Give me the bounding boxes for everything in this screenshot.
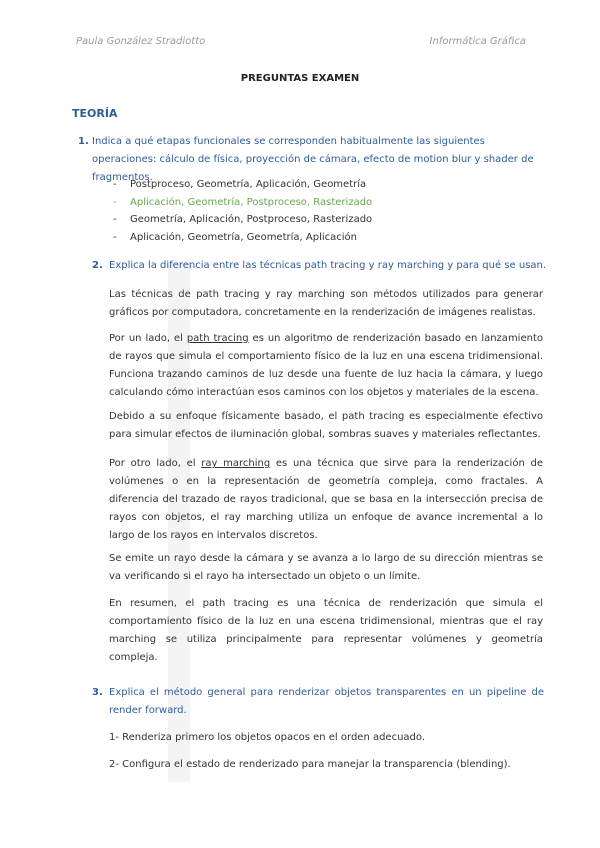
option-2-correct: - Aplicación, Geometría, Postproceso, Rasterizado (113, 194, 372, 212)
option-3: - Geometría, Aplicación, Postproceso, Rasterizado (113, 211, 372, 229)
question-2-text: Explica la diferencia entre las técnicas path tracing y ray marching y para qué se usan. (109, 260, 547, 271)
term-path-tracing: path tracing (186, 333, 249, 344)
step-2: 2- Configura el estado de renderizado para manejar la transparencia (blending). (109, 759, 511, 770)
option-1: - Postproceso, Geometría, Aplicación, Geometría (113, 176, 372, 194)
option-4: - Aplicación, Geometría, Geometría, Aplicación (113, 229, 372, 247)
header-author: Paula González Stradiotto (76, 36, 206, 47)
header-subject: Informática Gráfica (429, 36, 526, 47)
section-heading: TEORÍA (72, 107, 118, 120)
paragraph-ray-emission: Se emite un rayo desde la cámara y se avanza a lo largo de su dirección mientras se va verificando si el rayo ha intersectado un objeto o un límite. (109, 553, 543, 582)
term-ray-marching: ray marching (201, 458, 271, 469)
paragraph-path-tracing-lead: Por un lado, el (109, 333, 187, 344)
question-3 (92, 684, 544, 720)
question-3-number: 3. (92, 687, 103, 698)
paragraph-ray-marching-body: es una técnica que sirve para la renderización de volúmenes o en la representación de geometría compleja, como fractales. A diferencia del trazado de rayos tradicional, que se basa en la intersección precisa de rayos con objetos, el ray marching utiliza un enfoque de avance incremental a lo largo de los rayos en intervalos discretos. (109, 458, 543, 541)
question-1-text: Indica a qué etapas funcionales se corresponden habitualmente las siguientes operaciones: cálculo de física, proyección de cámara, efecto de motion blur y shader de fragmentos. (92, 136, 534, 183)
paragraph-path-tracing (109, 330, 543, 402)
paragraph-ray-marching-lead: Por otro lado, el (109, 458, 202, 469)
page-title: PREGUNTAS EXAMEN (240, 73, 360, 84)
question-2 (92, 257, 552, 275)
question-2-number: 2. (92, 260, 103, 271)
step-1: 1- Renderiza primero los objetos opacos en el orden adecuado. (109, 732, 426, 743)
paragraph-path-tracing-body: es un algoritmo de renderización basado en lanzamiento de rayos que simula el comportamiento físico de la luz en una escena tridimensional. Funciona trazando caminos de luz desde una fuente de luz hacia la cámara, y luego calculando cómo interactúan esos caminos con los objetos y materiales de la escena. (109, 333, 543, 398)
paragraph-intro: Las técnicas de path tracing y ray marching son métodos utilizados para generar gráficos por computadora, concretamente en la renderización de imágenes realistas. (109, 289, 543, 318)
paragraph-path-tracing-effects: Debido a su enfoque físicamente basado, el path tracing es especialmente efectivo para simular efectos de iluminación global, sombras suaves y materiales reflectantes. (109, 411, 543, 440)
paragraph-ray-marching (109, 455, 543, 545)
paragraph-summary: En resumen, el path tracing es una técnica de renderización que simula el comportamiento físico de la luz en una escena tridimensional, mientras que el ray marching se utiliza principalmente para representar volúmenes y geometría compleja. (109, 598, 543, 663)
answer-options (113, 176, 372, 246)
question-1-number: 1. (78, 136, 89, 147)
question-3-text: Explica el método general para renderizar objetos transparentes en un pipeline de render forward. (109, 687, 544, 716)
